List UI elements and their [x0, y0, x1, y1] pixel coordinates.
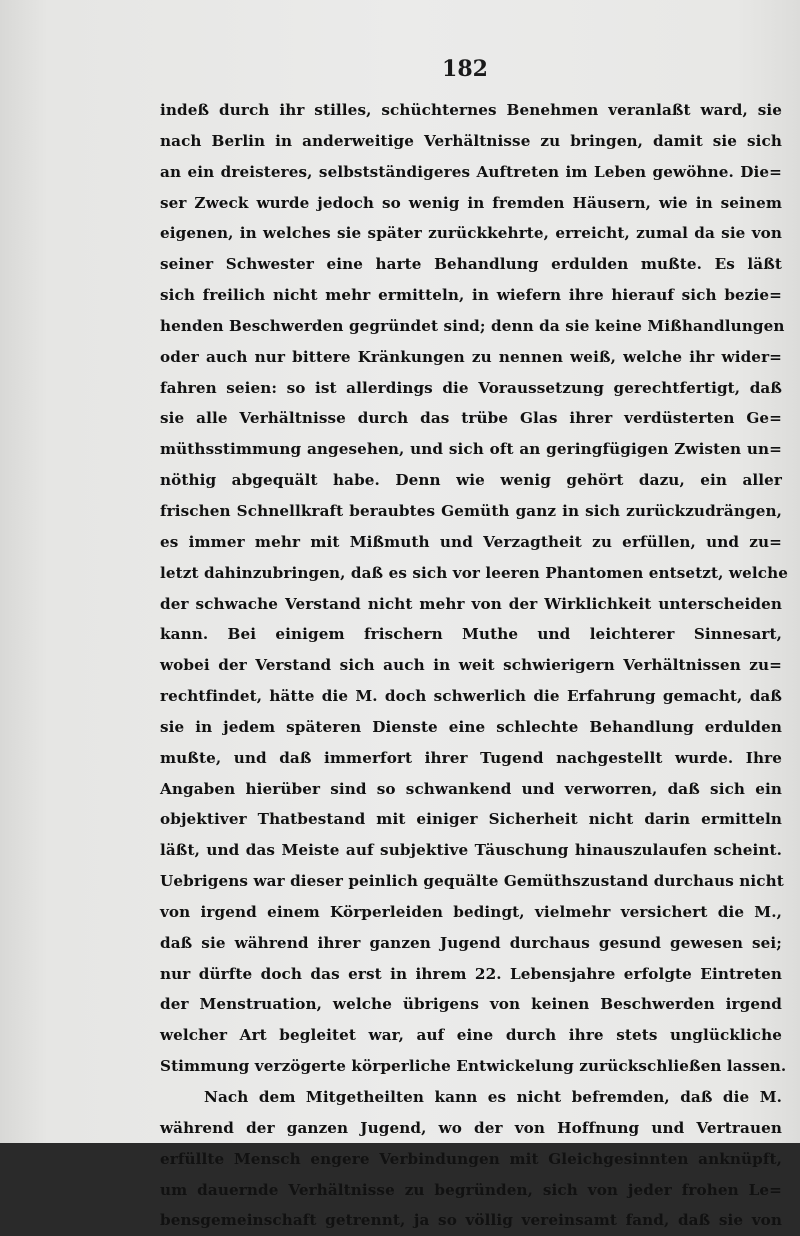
text-line: sich freilich nicht mehr ermitteln, in wiefern ihre hierauf sich bezie=: [160, 286, 782, 305]
text-line: um dauernde Verhältnisse zu begründen, sich von jeder frohen Le=: [160, 1180, 782, 1199]
text-line: rechtfindet, hätte die M. doch schwerlich die Erfahrung gemacht, daß: [160, 687, 782, 706]
text-line: oder auch nur bittere Kränkungen zu nennen weiß, welche ihr wider=: [160, 347, 782, 366]
text-line: erfüllte Mensch engere Verbindungen mit Gleichgesinnten anknüpft,: [160, 1149, 782, 1168]
text-line: objektiver Thatbestand mit einiger Sicherheit nicht darin ermitteln: [160, 810, 782, 829]
text-line: wobei der Verstand sich auch in weit schwierigern Verhältnissen zu=: [160, 656, 782, 675]
text-line: nur dürfte doch das erst in ihrem 22. Lebensjahre erfolgte Eintreten: [160, 964, 782, 983]
text-line: an ein dreisteres, selbstständigeres Auftreten im Leben gewöhne. Die=: [160, 162, 782, 181]
text-line: nach Berlin in anderweitige Verhältnisse zu bringen, damit sie sich: [160, 131, 782, 150]
text-line: es immer mehr mit Mißmuth und Verzagtheit zu erfüllen, und zu=: [160, 532, 782, 551]
text-line: sie alle Verhältnisse durch das trübe Glas ihrer verdüsterten Ge=: [160, 409, 782, 428]
text-line: müthsstimmung angesehen, und sich oft an geringfügigen Zwisten un=: [160, 440, 782, 459]
text-line: der Menstruation, welche übrigens von keinen Beschwerden irgend: [160, 995, 782, 1014]
text-line: indeß durch ihr stilles, schüchternes Benehmen veranlaßt ward, sie: [160, 101, 782, 119]
text-line: nöthig abgequält habe. Denn wie wenig gehört dazu, ein aller: [160, 471, 782, 490]
text-line: während der ganzen Jugend, wo der von Hoffnung und Vertrauen: [160, 1118, 782, 1137]
text-line: letzt dahinzubringen, daß es sich vor leeren Phantomen entsetzt, welche: [160, 563, 788, 582]
text-line: daß sie während ihrer ganzen Jugend durchaus gesund gewesen sei;: [160, 933, 782, 952]
text-line: bensgemeinschaft getrennt, ja so völlig vereinsamt fand, daß sie von: [160, 1211, 782, 1230]
text-line: frischen Schnellkraft beraubtes Gemüth ganz in sich zurückzudrängen,: [160, 501, 782, 520]
text-line: Stimmung verzögerte körperliche Entwickelung zurückschließen lassen.: [160, 1057, 787, 1076]
text-line: Nach dem Mitgetheilten kann es nicht befremden, daß die M.: [204, 1088, 782, 1106]
text-line: welcher Art begleitet war, auf eine durch ihre stets unglückliche: [160, 1026, 782, 1045]
text-line: von irgend einem Körperleiden bedingt, vielmehr versichert die M.,: [160, 902, 782, 921]
text-line: läßt, und das Meiste auf subjektive Täuschung hinauszulaufen scheint.: [160, 841, 782, 860]
text-line: der schwache Verstand nicht mehr von der Wirklichkeit unterscheiden: [160, 594, 782, 613]
text-line: seiner Schwester eine harte Behandlung erdulden mußte. Es läßt: [160, 255, 782, 274]
text-line: Uebrigens war dieser peinlich gequälte Gemüthszustand durchaus nicht: [160, 872, 784, 891]
body-text: [160, 95, 788, 1236]
text-line: fahren seien: so ist allerdings die Voraussetzung gerechtfertigt, daß: [160, 378, 782, 397]
text-line: ser Zweck wurde jedoch so wenig in fremden Häusern, wie in seinem: [160, 193, 782, 212]
text-line: Angaben hierüber sind so schwankend und verworren, daß sich ein: [160, 779, 782, 798]
page-number: 182: [442, 56, 488, 82]
text-line: sie in jedem späteren Dienste eine schlechte Behandlung erdulden: [160, 717, 782, 736]
text-line: kann. Bei einigem frischern Muthe und leichterer Sinnesart,: [160, 625, 782, 644]
text-line: mußte, und daß immerfort ihrer Tugend nachgestellt wurde. Ihre: [160, 748, 782, 767]
text-line: henden Beschwerden gegründet sind; denn da sie keine Mißhandlungen: [160, 316, 785, 335]
text-line: eigenen, in welches sie später zurückkehrte, erreicht, zumal da sie von: [160, 224, 782, 243]
